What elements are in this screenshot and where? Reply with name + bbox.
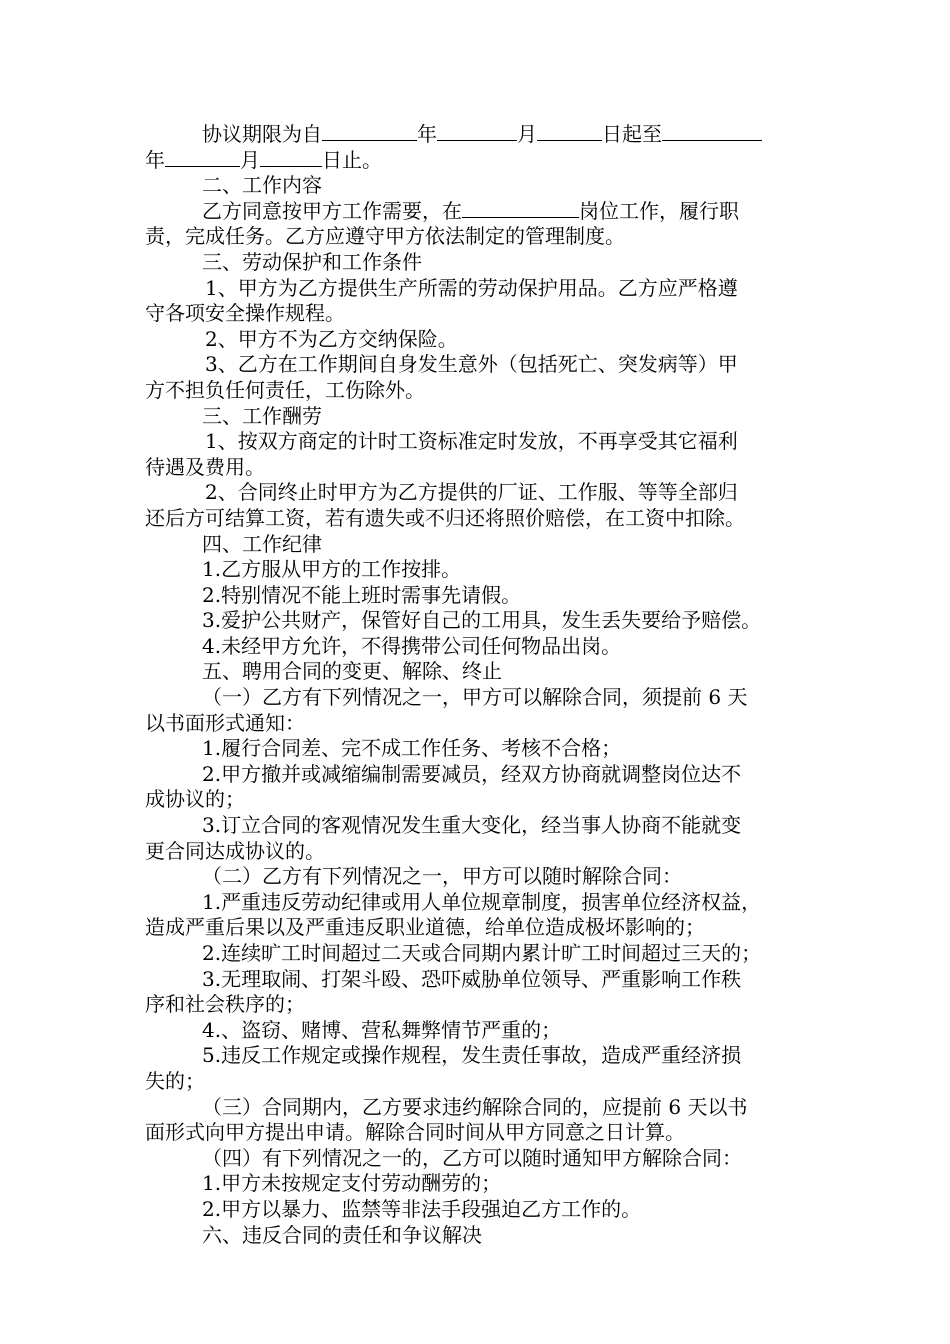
s5a-item-2-line-1: 2.甲方撤并或减缩编制需要减员，经双方协商就调整岗位达不	[202, 761, 742, 786]
term-line-1	[145, 122, 810, 148]
s5a-line-1: （一）乙方有下列情况之一，甲方可以解除合同，须提前 6 天	[202, 685, 748, 710]
s5a-item-1: 1.履行合同差、完不成工作任务、考核不合格；	[202, 736, 622, 761]
s5a-item-2-line-2: 成协议的；	[145, 787, 245, 812]
s5b-item-3-line-2: 序和社会秩序的；	[145, 992, 305, 1017]
s5d-item-1: 1.甲方未按规定支付劳动酬劳的；	[202, 1171, 502, 1196]
s5d-item-2: 2.甲方以暴力、监禁等非法手段强迫乙方工作的。	[202, 1196, 642, 1221]
sec3-item-1-line-2: 守各项安全操作规程。	[145, 301, 345, 326]
contract-page	[145, 122, 810, 1248]
sec2-text: 岗位工作，履行职	[579, 198, 739, 223]
s5a-item-3-line-1: 3.订立合同的客观情况发生重大变化，经当事人协商不能就变	[202, 813, 742, 838]
position-blank	[462, 199, 579, 218]
sec3-item-1-line-1: 1、甲方为乙方提供生产所需的劳动保护用品。乙方应严格遵	[205, 275, 738, 300]
term-text: 协议期限为自	[202, 122, 322, 146]
s5c-line-1: （三）合同期内，乙方要求违约解除合同的，应提前 6 天以书	[202, 1094, 748, 1119]
end-day-blank	[260, 148, 322, 167]
term-text: 月	[517, 122, 537, 146]
section-2-para-line-1	[145, 199, 810, 225]
disc-item-2: 2.特别情况不能上班时需事先请假。	[202, 582, 522, 607]
start-day-blank	[537, 122, 602, 141]
section-5-title: 五、聘用合同的变更、解除、终止	[202, 659, 502, 684]
term-text: 年	[145, 147, 165, 172]
term-text: 年	[417, 122, 437, 146]
s5b-item-2: 2.连续旷工时间超过二天或合同期内累计旷工时间超过三天的；	[202, 941, 762, 965]
disc-item-3: 3.爱护公共财产，保管好自己的工用具，发生丢失要给予赔偿。	[202, 608, 762, 633]
start-month-blank	[437, 122, 517, 141]
section-2-title: 二、工作内容	[202, 173, 322, 198]
section-6-title: 六、违反合同的责任和争议解决	[202, 1222, 482, 1247]
disc-item-4: 4.未经甲方允许，不得携带公司任何物品出岗。	[202, 633, 622, 658]
term-text: 日止。	[322, 147, 382, 172]
pay-item-1-line-2: 待遇及费用。	[145, 454, 265, 479]
section-3-title: 三、劳动保护和工作条件	[202, 249, 422, 274]
pay-item-1-line-1: 1、按双方商定的计时工资标准定时发放，不再享受其它福利	[205, 429, 738, 454]
sec3-item-2: 2、甲方不为乙方交纳保险。	[205, 326, 458, 351]
s5a-line-2: 以书面形式通知：	[145, 710, 305, 735]
s5d-intro: （四）有下列情况之一的，乙方可以随时通知甲方解除合同：	[202, 1145, 742, 1170]
pay-item-2-line-2: 还后方可结算工资，若有遗失或不归还将照价赔偿，在工资中扣除。	[145, 505, 745, 530]
s5a-item-3-line-2: 更合同达成协议的。	[145, 838, 325, 863]
s5b-intro: （二）乙方有下列情况之一，甲方可以随时解除合同：	[202, 864, 682, 889]
term-text: 月	[240, 147, 260, 172]
sec2-text: 乙方同意按甲方工作需要，在	[202, 198, 462, 223]
pay-item-2-line-1: 2、合同终止时甲方为乙方提供的厂证、工作服、等等全部归	[205, 480, 738, 505]
section-pay-title: 三、工作酬劳	[202, 403, 322, 428]
disc-item-1: 1.乙方服从甲方的工作按排。	[202, 557, 462, 582]
sec3-item-3-line-2: 方不担负任何责任，工伤除外。	[145, 377, 425, 402]
start-year-blank	[322, 122, 417, 141]
term-line-2	[145, 148, 810, 174]
sec3-item-3-line-1: 3、乙方在工作期间自身发生意外（包括死亡、突发病等）甲	[205, 352, 738, 377]
section-4-title: 四、工作纪律	[202, 531, 322, 556]
section-2-para-line-2: 责，完成任务。乙方应遵守甲方依法制定的管理制度。	[145, 224, 625, 249]
s5b-item-3-line-1: 3.无理取闹、打架斗殴、恐吓威胁单位领导、严重影响工作秩	[202, 966, 742, 991]
s5b-item-4: 4.、盗窃、赌博、营私舞弊情节严重的；	[202, 1017, 562, 1042]
s5b-item-1-line-2: 造成严重后果以及严重违反职业道德，给单位造成极坏影响的；	[145, 915, 705, 940]
end-year-blank	[662, 122, 762, 141]
s5b-item-5-line-2: 失的；	[145, 1068, 205, 1093]
s5b-item-1-line-1: 1.严重违反劳动纪律或用人单位规章制度，损害单位经济权益，	[202, 889, 762, 914]
term-text: 日起至	[602, 122, 662, 146]
s5c-line-2: 面形式向甲方提出申请。解除合同时间从甲方同意之日计算。	[145, 1120, 685, 1145]
end-month-blank	[165, 148, 240, 167]
s5b-item-5-line-1: 5.违反工作规定或操作规程，发生责任事故，造成严重经济损	[202, 1043, 742, 1068]
